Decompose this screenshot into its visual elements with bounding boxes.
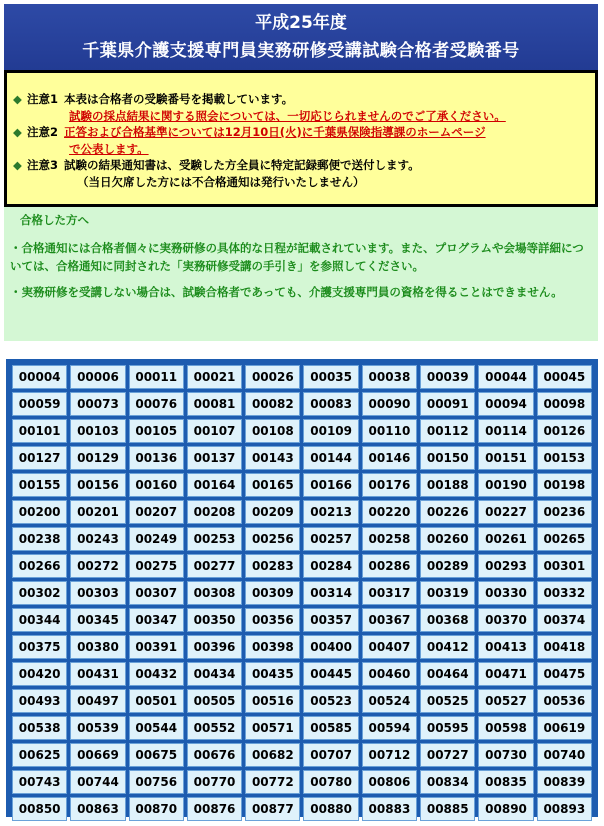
exam-number-cell: 00544 (129, 716, 184, 740)
exam-number-cell: 00284 (303, 554, 358, 578)
exam-number-cell: 00238 (12, 527, 67, 551)
exam-number-cell: 00460 (362, 662, 417, 686)
exam-number-cell: 00137 (187, 446, 242, 470)
exam-number-cell: 00082 (245, 392, 300, 416)
exam-number-cell: 00412 (420, 635, 475, 659)
exam-number-cell: 00165 (245, 473, 300, 497)
exam-number-cell: 00432 (129, 662, 184, 686)
exam-number-cell: 00850 (12, 797, 67, 821)
exam-number-cell: 00112 (420, 419, 475, 443)
exam-number-cell: 00277 (187, 554, 242, 578)
exam-number-cell: 00143 (245, 446, 300, 470)
exam-number-cell: 00105 (129, 419, 184, 443)
exam-number-cell: 00357 (303, 608, 358, 632)
table-row (12, 392, 592, 416)
exam-number-cell: 00707 (303, 743, 358, 767)
exam-number-cell: 00317 (362, 581, 417, 605)
exam-number-cell: 00220 (362, 500, 417, 524)
exam-number-cell: 00356 (245, 608, 300, 632)
exam-number-cell: 00407 (362, 635, 417, 659)
exam-number-cell: 00497 (70, 689, 125, 713)
exam-number-cell: 00151 (478, 446, 533, 470)
passed-paragraph-1: ・合格通知には合格者個々に実務研修の具体的な日程が記載されています。また、プログラムや会場等詳細については、合格通知に同封された「実務研修受講の手引き」を参照してください。 (10, 241, 584, 273)
exam-number-cell: 00756 (129, 770, 184, 794)
exam-number-cell: 00101 (12, 419, 67, 443)
table-row (12, 500, 592, 524)
exam-number-cell: 00236 (537, 500, 592, 524)
exam-number-cell: 00026 (245, 365, 300, 389)
exam-number-cell: 00374 (537, 608, 592, 632)
table-row (12, 689, 592, 713)
exam-number-cell: 00081 (187, 392, 242, 416)
exam-number-cell: 00552 (187, 716, 242, 740)
exam-number-cell: 00286 (362, 554, 417, 578)
table-row (12, 797, 592, 821)
passed-heading: 合格した方へ (20, 213, 89, 227)
exam-number-cell: 00585 (303, 716, 358, 740)
passed-paragraph-2: ・実務研修を受講しない場合は、試験合格者であっても、介護支援専門員の資格を得ることはできません。 (10, 285, 563, 299)
passed-info-box (4, 207, 598, 341)
exam-number-cell: 00209 (245, 500, 300, 524)
note-1-title: 注意1 (27, 92, 59, 106)
document-frame (4, 4, 598, 341)
table-row (12, 554, 592, 578)
exam-number-cell: 00265 (537, 527, 592, 551)
exam-number-cell: 00594 (362, 716, 417, 740)
exam-number-cell: 00445 (303, 662, 358, 686)
table-row (12, 473, 592, 497)
exam-number-cell: 00129 (70, 446, 125, 470)
note-2-text-cont: で公表します。 (69, 141, 149, 156)
exam-number-cell: 00527 (478, 689, 533, 713)
exam-number-cell: 00538 (12, 716, 67, 740)
note-3-text-cont: （当日欠席した方には不合格通知は発行いたしません） (77, 174, 365, 189)
exam-number-cell: 00260 (420, 527, 475, 551)
exam-number-cell: 00625 (12, 743, 67, 767)
table-row (12, 446, 592, 470)
exam-number-cell: 00885 (420, 797, 475, 821)
exam-number-cell: 00525 (420, 689, 475, 713)
exam-number-cell: 00176 (362, 473, 417, 497)
exam-number-cell: 00370 (478, 608, 533, 632)
exam-number-cell: 00536 (537, 689, 592, 713)
exam-number-cell: 00420 (12, 662, 67, 686)
exam-number-cell: 00208 (187, 500, 242, 524)
exam-number-cell: 00418 (537, 635, 592, 659)
exam-number-cell: 00006 (70, 365, 125, 389)
table-row (12, 770, 592, 794)
exam-number-cell: 00682 (245, 743, 300, 767)
exam-number-cell: 00890 (478, 797, 533, 821)
note-3-text: 試験の結果通知書は、受験した方全員に特定記録郵便で送付します。 (64, 158, 420, 172)
exam-number-cell: 00302 (12, 581, 67, 605)
exam-number-cell: 00198 (537, 473, 592, 497)
exam-number-cell: 00155 (12, 473, 67, 497)
exam-number-cell: 00619 (537, 716, 592, 740)
note-1 (13, 91, 589, 108)
exam-number-cell: 00107 (187, 419, 242, 443)
exam-number-cell: 00044 (478, 365, 533, 389)
title-banner (4, 4, 598, 70)
exam-number-cell: 00090 (362, 392, 417, 416)
exam-number-cell: 00293 (478, 554, 533, 578)
exam-number-cell: 00314 (303, 581, 358, 605)
exam-number-cell: 00770 (187, 770, 242, 794)
table-row (12, 581, 592, 605)
exam-number-cell: 00039 (420, 365, 475, 389)
exam-number-cell: 00350 (187, 608, 242, 632)
diamond-bullet-icon: ◆ (13, 92, 22, 106)
note-3 (13, 157, 589, 174)
exam-number-cell: 00870 (129, 797, 184, 821)
exam-number-cell: 00505 (187, 689, 242, 713)
exam-number-cell: 00675 (129, 743, 184, 767)
exam-number-grid (6, 359, 598, 817)
exam-number-cell: 00345 (70, 608, 125, 632)
year-heading: 平成25年度 (255, 13, 347, 33)
table-row (12, 527, 592, 551)
exam-number-cell: 00201 (70, 500, 125, 524)
exam-number-cell: 00144 (303, 446, 358, 470)
exam-number-cell: 00153 (537, 446, 592, 470)
exam-number-cell: 00283 (245, 554, 300, 578)
exam-number-cell: 00126 (537, 419, 592, 443)
note-2-title: 注意2 (27, 125, 59, 139)
exam-number-cell: 00303 (70, 581, 125, 605)
exam-number-cell: 00307 (129, 581, 184, 605)
exam-number-cell: 00098 (537, 392, 592, 416)
exam-number-cell: 00368 (420, 608, 475, 632)
exam-number-cell: 00876 (187, 797, 242, 821)
exam-number-cell: 00021 (187, 365, 242, 389)
note-3-title: 注意3 (27, 158, 59, 172)
note-2-text: 正答および合格基準については12月10日(火)に千葉県保険指導課のホームページ (64, 125, 486, 139)
exam-number-cell: 00332 (537, 581, 592, 605)
exam-number-cell: 00114 (478, 419, 533, 443)
exam-number-cell: 00571 (245, 716, 300, 740)
exam-number-cell: 00330 (478, 581, 533, 605)
exam-number-cell: 00164 (187, 473, 242, 497)
exam-number-cell: 00188 (420, 473, 475, 497)
table-row (12, 662, 592, 686)
notes-box (4, 70, 598, 207)
exam-number-cell: 00375 (12, 635, 67, 659)
diamond-bullet-icon: ◆ (13, 158, 22, 172)
exam-number-cell: 00261 (478, 527, 533, 551)
note-1-warning: 試験の採点結果に関する照会については、一切応じられませんのでご了承ください。 (69, 108, 506, 123)
exam-number-cell: 00523 (303, 689, 358, 713)
exam-number-cell: 00156 (70, 473, 125, 497)
exam-number-cell: 00464 (420, 662, 475, 686)
exam-number-cell: 00712 (362, 743, 417, 767)
exam-number-cell: 00253 (187, 527, 242, 551)
exam-number-cell: 00400 (303, 635, 358, 659)
exam-number-cell: 00275 (129, 554, 184, 578)
exam-number-cell: 00367 (362, 608, 417, 632)
page-title: 千葉県介護支援専門員実務研修受講試験合格者受験番号 (82, 41, 520, 61)
exam-number-cell: 00207 (129, 500, 184, 524)
exam-number-cell: 00740 (537, 743, 592, 767)
exam-number-cell: 00094 (478, 392, 533, 416)
exam-number-cell: 00743 (12, 770, 67, 794)
exam-number-cell: 00431 (70, 662, 125, 686)
exam-number-cell: 00035 (303, 365, 358, 389)
exam-number-cell: 00434 (187, 662, 242, 686)
exam-number-cell: 00108 (245, 419, 300, 443)
table-row (12, 743, 592, 767)
exam-number-cell: 00272 (70, 554, 125, 578)
exam-number-table (9, 362, 595, 824)
exam-number-cell: 00301 (537, 554, 592, 578)
exam-number-cell: 00493 (12, 689, 67, 713)
exam-number-cell: 00227 (478, 500, 533, 524)
exam-number-cell: 00258 (362, 527, 417, 551)
exam-number-cell: 00319 (420, 581, 475, 605)
table-row (12, 419, 592, 443)
exam-number-cell: 00160 (129, 473, 184, 497)
exam-number-cell: 00391 (129, 635, 184, 659)
exam-number-cell: 00501 (129, 689, 184, 713)
exam-number-cell: 00213 (303, 500, 358, 524)
exam-number-cell: 00669 (70, 743, 125, 767)
exam-number-cell: 00539 (70, 716, 125, 740)
exam-number-cell: 00676 (187, 743, 242, 767)
exam-number-cell: 00150 (420, 446, 475, 470)
exam-number-cell: 00727 (420, 743, 475, 767)
exam-number-cell: 00772 (245, 770, 300, 794)
exam-number-cell: 00380 (70, 635, 125, 659)
note-1-text: 本表は合格者の受験番号を掲載しています。 (64, 92, 294, 106)
exam-number-cell: 00136 (129, 446, 184, 470)
exam-number-cell: 00166 (303, 473, 358, 497)
exam-number-cell: 00435 (245, 662, 300, 686)
exam-number-cell: 00083 (303, 392, 358, 416)
exam-number-cell: 00059 (12, 392, 67, 416)
exam-number-cell: 00834 (420, 770, 475, 794)
exam-number-cell: 00524 (362, 689, 417, 713)
exam-number-cell: 00595 (420, 716, 475, 740)
exam-number-cell: 00091 (420, 392, 475, 416)
exam-number-cell: 00780 (303, 770, 358, 794)
exam-number-cell: 00475 (537, 662, 592, 686)
exam-number-cell: 00347 (129, 608, 184, 632)
exam-number-cell: 00110 (362, 419, 417, 443)
table-row (12, 716, 592, 740)
exam-number-cell: 00396 (187, 635, 242, 659)
table-row (12, 365, 592, 389)
exam-number-cell: 00103 (70, 419, 125, 443)
exam-number-cell: 00344 (12, 608, 67, 632)
exam-number-cell: 00471 (478, 662, 533, 686)
exam-number-cell: 00730 (478, 743, 533, 767)
exam-number-cell: 00883 (362, 797, 417, 821)
note-2 (13, 124, 589, 141)
exam-number-cell: 00127 (12, 446, 67, 470)
table-row (12, 635, 592, 659)
exam-number-cell: 00806 (362, 770, 417, 794)
exam-number-cell: 00877 (245, 797, 300, 821)
diamond-bullet-icon: ◆ (13, 125, 22, 139)
exam-number-cell: 00146 (362, 446, 417, 470)
exam-number-cell: 00839 (537, 770, 592, 794)
exam-number-cell: 00038 (362, 365, 417, 389)
exam-number-cell: 00011 (129, 365, 184, 389)
exam-number-cell: 00309 (245, 581, 300, 605)
exam-number-cell: 00004 (12, 365, 67, 389)
exam-number-cell: 00308 (187, 581, 242, 605)
exam-number-cell: 00200 (12, 500, 67, 524)
exam-number-cell: 00257 (303, 527, 358, 551)
exam-number-cell: 00249 (129, 527, 184, 551)
exam-number-cell: 00516 (245, 689, 300, 713)
exam-number-cell: 00266 (12, 554, 67, 578)
exam-number-cell: 00744 (70, 770, 125, 794)
exam-number-cell: 00243 (70, 527, 125, 551)
exam-number-cell: 00289 (420, 554, 475, 578)
exam-number-cell: 00226 (420, 500, 475, 524)
exam-number-cell: 00598 (478, 716, 533, 740)
exam-number-cell: 00073 (70, 392, 125, 416)
table-row (12, 608, 592, 632)
exam-number-cell: 00413 (478, 635, 533, 659)
exam-number-cell: 00045 (537, 365, 592, 389)
exam-number-cell: 00863 (70, 797, 125, 821)
exam-number-cell: 00076 (129, 392, 184, 416)
exam-number-cell: 00190 (478, 473, 533, 497)
exam-number-cell: 00880 (303, 797, 358, 821)
exam-number-cell: 00256 (245, 527, 300, 551)
exam-number-cell: 00109 (303, 419, 358, 443)
exam-number-cell: 00893 (537, 797, 592, 821)
exam-number-cell: 00398 (245, 635, 300, 659)
exam-number-cell: 00835 (478, 770, 533, 794)
